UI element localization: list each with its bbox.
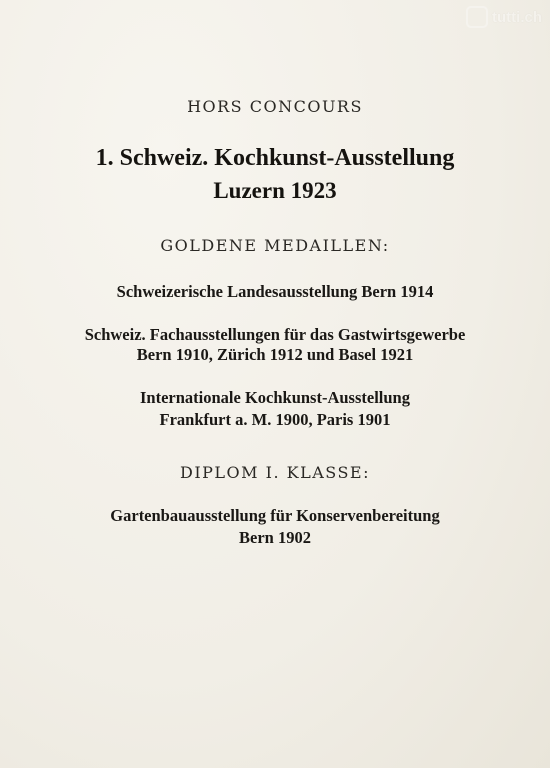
hors-concours-heading: HORS CONCOURS [187,97,363,116]
watermark-text: tutti.ch [492,8,542,26]
gold-medal-item: Internationale Kochkunst-Ausstellung [139,388,410,407]
gold-medals-heading: GOLDENE MEDAILLEN: [160,236,390,255]
gold-medal-item: Frankfurt a. M. 1900, Paris 1901 [159,410,391,429]
gold-medal-item: Schweiz. Fachausstellungen für das Gastwirtsgewerbe [84,325,466,344]
gold-medal-item: Bern 1910, Zürich 1912 und Basel 1921 [136,345,414,364]
diploma-heading: DIPLOM I. KLASSE: [180,463,370,482]
exhibition-title: 1. Schweiz. Kochkunst-Ausstellung [95,145,455,171]
diploma-item: Bern 1902 [239,528,311,547]
gold-medal-item: Schweizerische Landesausstellung Bern 1914 [116,282,434,301]
tutti-logo-icon [466,6,488,28]
exhibition-place: Luzern 1923 [213,178,337,203]
diploma-item: Gartenbauausstellung für Konservenbereitung [110,506,440,525]
watermark [466,6,542,28]
